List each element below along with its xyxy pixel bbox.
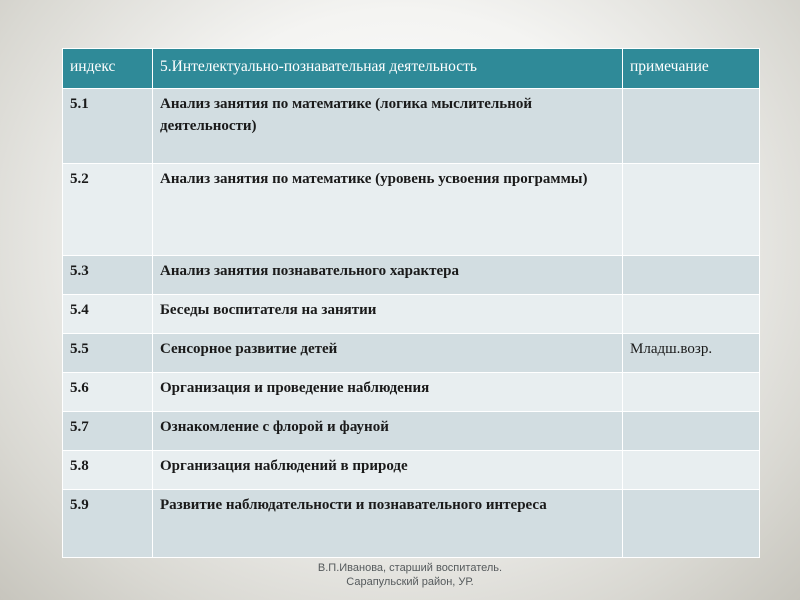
- table-row: [63, 373, 760, 412]
- row-index: 5.9: [63, 490, 153, 558]
- row-activity: Ознакомление с флорой и фауной: [153, 412, 623, 451]
- activity-table: [62, 48, 760, 558]
- table-row: [63, 490, 760, 558]
- row-note: Младш.возр.: [623, 334, 760, 373]
- row-index: 5.5: [63, 334, 153, 373]
- row-index: 5.8: [63, 451, 153, 490]
- row-note: [623, 164, 760, 256]
- row-index: 5.6: [63, 373, 153, 412]
- header-note: примечание: [623, 49, 760, 89]
- table-row: [63, 334, 760, 373]
- row-note: [623, 412, 760, 451]
- table-row: [63, 164, 760, 256]
- table-row: [63, 295, 760, 334]
- header-index: индекс: [63, 49, 153, 89]
- footer-location: Сарапульский район, УР.: [346, 576, 474, 588]
- row-note: [623, 256, 760, 295]
- row-index: 5.3: [63, 256, 153, 295]
- row-note: [623, 295, 760, 334]
- row-note: [623, 490, 760, 558]
- row-activity: Организация и проведение наблюдения: [153, 373, 623, 412]
- table-row: [63, 256, 760, 295]
- row-note: [623, 373, 760, 412]
- row-index: 5.4: [63, 295, 153, 334]
- slide-footer: [0, 561, 800, 589]
- row-activity: Анализ занятия по математике (логика мыслительной деятельности): [153, 89, 623, 164]
- table-header-row: [63, 49, 760, 89]
- row-index: 5.2: [63, 164, 153, 256]
- row-index: 5.1: [63, 89, 153, 164]
- row-activity: Развитие наблюдательности и познавательного интереса: [153, 490, 623, 558]
- row-index: 5.7: [63, 412, 153, 451]
- table-row: [63, 412, 760, 451]
- footer-author: В.П.Иванова, старший воспитатель.: [317, 562, 503, 574]
- table-row: [63, 451, 760, 490]
- table-row: [63, 89, 760, 164]
- row-activity: Организация наблюдений в природе: [153, 451, 623, 490]
- header-activity: 5.Интелектуально-познавательная деятельность: [153, 49, 623, 89]
- row-activity: Беседы воспитателя на занятии: [153, 295, 623, 334]
- row-activity: Сенсорное развитие детей: [153, 334, 623, 373]
- row-activity: Анализ занятия познавательного характера: [153, 256, 623, 295]
- row-note: [623, 451, 760, 490]
- row-activity: Анализ занятия по математике (уровень усвоения программы): [153, 164, 623, 256]
- row-note: [623, 89, 760, 164]
